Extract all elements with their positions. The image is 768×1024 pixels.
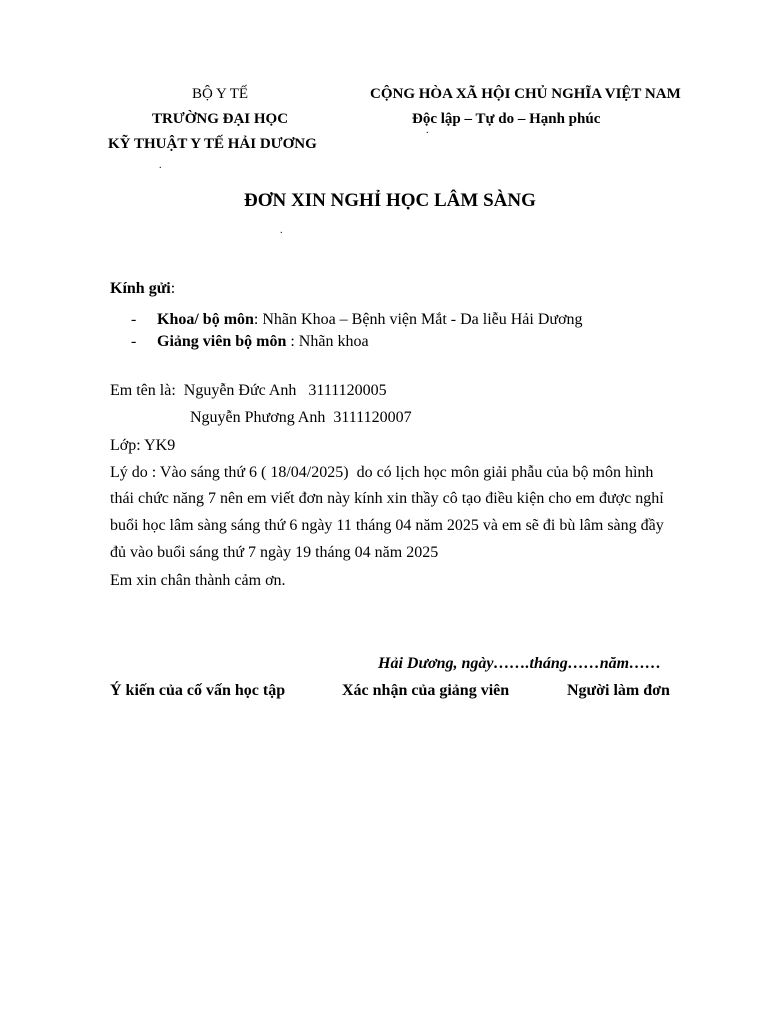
recipient-item-value: : Nhãn Khoa – Bệnh viện Mắt - Da liễu Hải Dương [253, 311, 583, 328]
recipient-label: Kính gửi [110, 280, 171, 297]
student-line-2: Nguyễn Phương Anh 3111120007 [190, 409, 412, 426]
advisor-signature-label: Ý kiến của cố vấn học tập [110, 682, 286, 699]
recipient-item-label: Giảng viên bộ môn [157, 333, 287, 350]
national-motto: Độc lập – Tự do – Hạnh phúc [412, 111, 601, 127]
recipient-item [157, 333, 369, 351]
school-name-line1: TRƯỜNG ĐẠI HỌC [151, 111, 289, 127]
thanks-line: Em xin chân thành cảm ơn. [110, 572, 286, 589]
applicant-signature-label: Người làm đơn [567, 682, 670, 699]
recipient-item-bullet: - [131, 333, 137, 350]
class-line: Lớp: YK9 [110, 437, 176, 454]
reason-line: thái chức năng 7 nên em viết đơn này kính xin thầy cô tạo điều kiện cho em được nghỉ [110, 490, 664, 507]
recipient-item-value: : Nhãn khoa [286, 333, 369, 350]
document-title: ĐƠN XIN NGHỈ HỌC LÂM SÀNG [244, 190, 536, 211]
recipient-item-label: Khoa/ bộ môn [157, 311, 254, 328]
stray-dot: . [280, 225, 283, 236]
recipient-colon: : [170, 280, 176, 297]
stray-dot: . [426, 125, 429, 136]
recipient-item-bullet: - [131, 311, 137, 328]
recipient-item [157, 311, 583, 329]
student-line-1: Em tên là: Nguyễn Đức Anh 3111120005 [110, 382, 387, 399]
school-name-line2: KỸ THUẬT Y TẾ HẢI DƯƠNG [108, 136, 317, 152]
stray-dot: . [159, 160, 162, 171]
reason-line: đủ vào buổi sáng thứ 7 ngày 19 tháng 04 năm 2025 [110, 544, 439, 561]
ministry-name: BỘ Y TẾ [191, 86, 249, 102]
recipient-heading [110, 280, 175, 298]
lecturer-signature-label: Xác nhận của giảng viên [342, 682, 510, 699]
reason-line: Lý do : Vào sáng thứ 6 ( 18/04/2025) do có lịch học môn giải phẫu của bộ môn hình [110, 464, 654, 481]
reason-line: buổi học lâm sàng sáng thứ 6 ngày 11 tháng 04 năm 2025 và em sẽ đi bù lâm sàng đầy [110, 517, 664, 534]
date-line: Hải Dương, ngày…….tháng……năm…… [378, 655, 662, 672]
country-name: CỘNG HÒA XÃ HỘI CHỦ NGHĨA VIỆT NAM [370, 86, 681, 102]
